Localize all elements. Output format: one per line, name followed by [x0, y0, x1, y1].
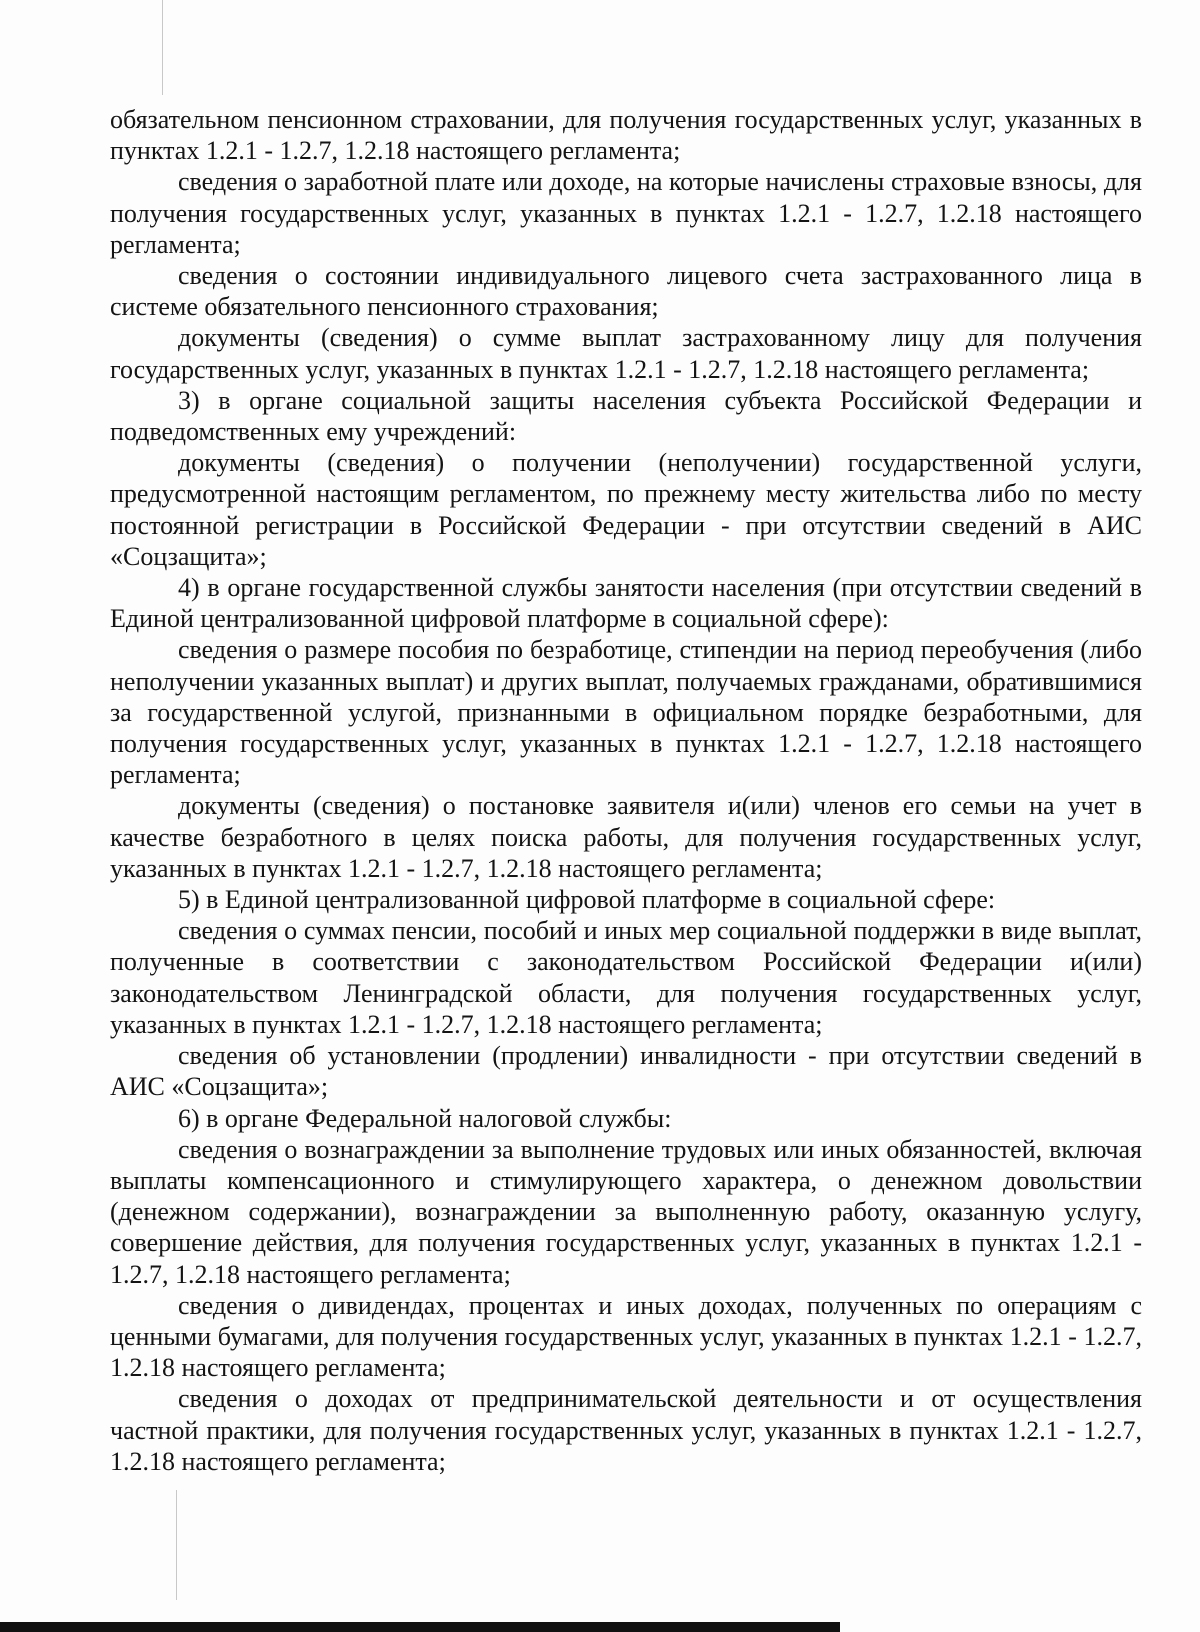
- paragraph: документы (сведения) о сумме выплат застрахованному лицу для получения государственных услуг, указанных в пунктах 1.2.1 - 1.2.7, 1.2.18 настоящего регламента;: [110, 323, 1142, 384]
- scan-artifact-line: [162, 0, 163, 95]
- paragraph: сведения о дивидендах, процентах и иных доходах, полученных по операциям с ценными бумагами, для получения государственных услуг, указанных в пунктах 1.2.1 - 1.2.7, 1.2.18 настоящего регламента;: [110, 1290, 1142, 1383]
- paragraph: сведения о доходах от предпринимательской деятельности и от осуществления частной практики, для получения государственных услуг, указанных в пунктах 1.2.1 - 1.2.7, 1.2.18 настоящего регламента;: [110, 1384, 1142, 1476]
- paragraph: 5) в Единой централизованной цифровой платформе в социальной сфере:: [178, 885, 996, 915]
- paragraph: сведения о заработной плате или доходе, на которые начислены страховые взносы, для получения государственных услуг, указанных в пунктах 1.2.1 - 1.2.7, 1.2.18 настоящего регламента;: [110, 167, 1142, 259]
- paragraph: сведения о вознаграждении за выполнение трудовых или иных обязанностей, включая выплаты компенсационного и стимулирующего характера, о денежном довольствии (денежном содержании), вознаграждении за выполненную работу, оказанную услугу, совершение действия, для получения государственных услуг, указанных в пунктах 1.2.1 - 1.2.7, 1.2.18 настоящего регламента;: [110, 1134, 1142, 1289]
- scan-bottom-edge: [0, 1622, 840, 1632]
- paragraph: 4) в органе государственной службы занятости населения (при отсутствии сведений в Единой централизованной цифровой платформе в социальной сфере):: [110, 573, 1142, 634]
- paragraph: сведения об установлении (продлении) инвалидности - при отсутствии сведений в АИС «Соцзащита»;: [110, 1041, 1142, 1102]
- paragraph: документы (сведения) о получении (неполучении) государственной услуги, предусмотренной настоящим регламентом, по прежнему месту жительства либо по месту постоянной регистрации в Российской Федерации - при отсутствии сведений в АИС «Соцзащита»;: [110, 448, 1142, 571]
- paragraph: 6) в органе Федеральной налоговой службы:: [178, 1103, 672, 1133]
- paragraph: документы (сведения) о постановке заявителя и(или) членов его семьи на учет в качестве безработного в целях поиска работы, для получения государственных услуг, указанных в пунктах 1.2.1 - 1.2.7, 1.2.18 настоящего регламента;: [110, 791, 1142, 883]
- paragraph: сведения о суммах пенсии, пособий и иных мер социальной поддержки в виде выплат, полученные в соответствии с законодательством Российской Федерации и(или) законодательством Ленинградской области, для получения государственных услуг, указанных в пунктах 1.2.1 - 1.2.7, 1.2.18 настоящего регламента;: [110, 916, 1142, 1039]
- paragraph: 3) в органе социальной защиты населения субъекта Российской Федерации и подведомственных ему учреждений:: [110, 385, 1142, 447]
- paragraph: обязательном пенсионном страховании, для получения государственных услуг, указанных в пунктах 1.2.1 - 1.2.7, 1.2.18 настоящего регламента;: [110, 105, 1142, 166]
- paragraph: сведения о размере пособия по безработице, стипендии на период переобучения (либо неполучении указанных выплат) и других выплат, получаемых гражданами, обратившимися за государственной услугой, признанными в официальном порядке безработными, для получения государственных услуг, указанных в пунктах 1.2.1 - 1.2.7, 1.2.18 настоящего регламента;: [110, 635, 1142, 790]
- document-body: [110, 104, 1142, 1477]
- scan-artifact-line: [176, 1490, 177, 1600]
- paragraph: сведения о состоянии индивидуального лицевого счета застрахованного лица в системе обязательного пенсионного страхования;: [110, 261, 1142, 322]
